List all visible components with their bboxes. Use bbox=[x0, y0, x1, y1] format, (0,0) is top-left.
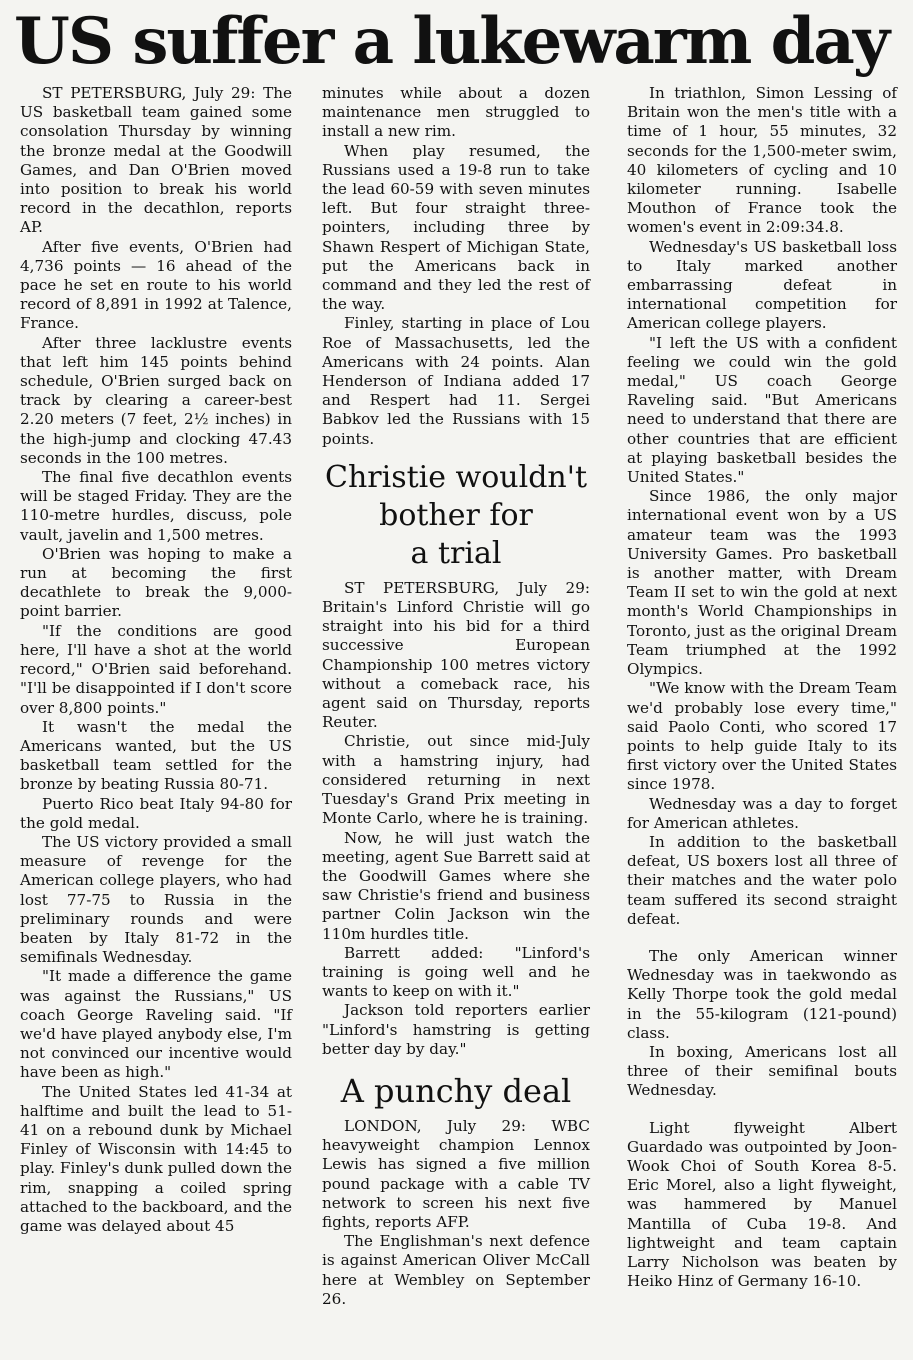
section-gap bbox=[627, 1101, 897, 1119]
paragraph: It wasn't the medal the Americans wanted, but the US basketball team settled for the bronze by beating Russia 80-71. bbox=[20, 717, 292, 794]
paragraph: "It made a difference the game was against the Russians," US coach George Raveling said. "If we'd have played anybody else, I'm not convinced our incentive would have been as high." bbox=[20, 967, 292, 1082]
section-gap bbox=[627, 929, 897, 947]
column-3 bbox=[627, 84, 897, 1291]
paragraph: "I left the US with a confident feeling we could win the gold medal," US coach George Raveling said. "But Americans need to understand that there are other countries that are efficient at playing basketball besides the United States." bbox=[627, 333, 897, 487]
paragraph: Wednesday's US basketball loss to Italy marked another embarrassing defeat in international competition for American college players. bbox=[627, 237, 897, 333]
subheadline-christie bbox=[322, 459, 590, 573]
paragraph: The United States led 41-34 at halftime and built the lead to 51-41 on a rebound dunk by Michael Finley of Wisconsin with 14:45 to play. Finley's dunk pulled down the rim, snapping a coiled spring attached to the backboard, and the game was delayed about 45 bbox=[20, 1082, 292, 1235]
paragraph: Wednesday was a day to forget for American athletes. bbox=[627, 794, 897, 832]
paragraph: The Englishman's next defence is against American Oliver McCall here at Wembley on September 26. bbox=[322, 1232, 590, 1308]
paragraph: The final five decathlon events will be staged Friday. They are the 110-metre hurdles, discuss, pole vault, javelin and 1,500 metres. bbox=[20, 468, 292, 544]
paragraph: Christie, out since mid-July with a hamstring injury, had considered returning in next Tuesday's Grand Prix meeting in Monte Carlo, where he is training. bbox=[322, 732, 590, 828]
subheadline-line: a trial bbox=[410, 535, 502, 571]
column-2 bbox=[322, 84, 590, 1309]
paragraph: O'Brien was hoping to make a run at becoming the first decathlete to break the 9,000-point barrier. bbox=[20, 544, 292, 621]
paragraph: When play resumed, the Russians used a 19-8 run to take the lead 60-59 with seven minutes left. But four straight three-pointers, including three by Shawn Respert of Michigan State, put the Americans back in command and they led the rest of the way. bbox=[322, 141, 590, 314]
paragraph: ST PETERSBURG, July 29: Britain's Linford Christie will go straight into his bid for a third successive European Championship 100 metres victory without a comeback race, his agent said on Thursday, reports Reuter. bbox=[322, 578, 590, 732]
paragraph: After five events, O'Brien had 4,736 points — 16 ahead of the pace he set en route to his world record of 8,891 in 1992 at Talence, France. bbox=[20, 237, 292, 333]
column-1 bbox=[20, 84, 292, 1236]
paragraph: After three lacklustre events that left him 145 points behind schedule, O'Brien surged back on track by clearing a career-best 2.20 meters (7 feet, 2½ inches) in the high-jump and clocking 47.43 seconds in the 100 metres. bbox=[20, 333, 292, 467]
paragraph: "We know with the Dream Team we'd probably lose every time," said Paolo Conti, who scored 17 points to help guide Italy to its first victory over the United States since 1978. bbox=[627, 679, 897, 794]
subheadline-line: bother for bbox=[379, 497, 533, 533]
paragraph: Barrett added: "Linford's training is going well and he wants to keep on with it." bbox=[322, 943, 590, 1001]
paragraph: ST PETERSBURG, July 29: The US basketball team gained some consolation Thursday by winning the bronze medal at the Goodwill Games, and Dan O'Brien moved into position to break his world record in the decathlon, reports AP. bbox=[20, 84, 292, 237]
paragraph: Finley, starting in place of Lou Roe of Massachusetts, led the Americans with 24 points. Alan Henderson of Indiana added 17 and Respert had 11. Sergei Babkov led the Russians with 15 points. bbox=[322, 314, 590, 448]
paragraph: Light flyweight Albert Guardado was outpointed by Joon-Wook Choi of South Korea 8-5. Eric Morel, also a light flyweight, was hammered by Manuel Mantilla of Cuba 19-8. And lightweight and team captain Larry Nicholson was beaten by Heiko Hinz of Germany 16-10. bbox=[627, 1118, 897, 1291]
subheadline-punchy-deal: A punchy deal bbox=[340, 1071, 572, 1110]
paragraph: Since 1986, the only major international event won by a US amateur team was the 1993 University Games. Pro basketball is another matter, with Dream Team II set to win the gold at next month's World Championships in Toronto, just as the original Dream Team triumphed at the 1992 Olympics. bbox=[627, 487, 898, 679]
headline: US suffer a lukewarm day bbox=[14, 4, 888, 79]
paragraph: Puerto Rico beat Italy 94-80 for the gold medal. bbox=[20, 794, 292, 832]
paragraph: Jackson told reporters earlier "Linford's hamstring is getting better day by day." bbox=[322, 1001, 590, 1058]
paragraph: The US victory provided a small measure of revenge for the American college players, who had lost 77-75 to Russia in the preliminary rounds and were beaten by Italy 81-72 in the semifinals Wednesday. bbox=[20, 832, 292, 967]
paragraph: LONDON, July 29: WBC heavyweight champion Lennox Lewis has signed a five million pound package with a cable TV network to screen his next five fights, reports AFP. bbox=[322, 1116, 590, 1231]
paragraph: In boxing, Americans lost all three of their semifinal bouts Wednesday. bbox=[627, 1042, 897, 1100]
paragraph: Now, he will just watch the meeting, agent Sue Barrett said at the Goodwill Games where she saw Christie's friend and business partner Colin Jackson win the 110m hurdles title. bbox=[322, 828, 590, 943]
paragraph: In addition to the basketball defeat, US boxers lost all three of their matches and the water polo team suffered its second straight defeat. bbox=[627, 832, 897, 928]
paragraph: "If the conditions are good here, I'll have a shot at the world record," O'Brien said beforehand. "I'll be disappointed if I don't score over 8,800 points." bbox=[20, 621, 292, 717]
subheadline-line: Christie wouldn't bbox=[324, 459, 588, 495]
paragraph: The only American winner Wednesday was in taekwondo as Kelly Thorpe took the gold medal in the 55-kilogram (121-pound) class. bbox=[627, 946, 897, 1042]
paragraph: minutes while about a dozen maintenance men struggled to install a new rim. bbox=[322, 84, 590, 141]
paragraph: In triathlon, Simon Lessing of Britain won the men's title with a time of 1 hour, 55 minutes, 32 seconds for the 1,500-meter swim, 40 kilometers of cycling and 10 kilometer running. Isabelle Mouthon of France took the women's event in 2:09:34.8. bbox=[627, 84, 897, 237]
